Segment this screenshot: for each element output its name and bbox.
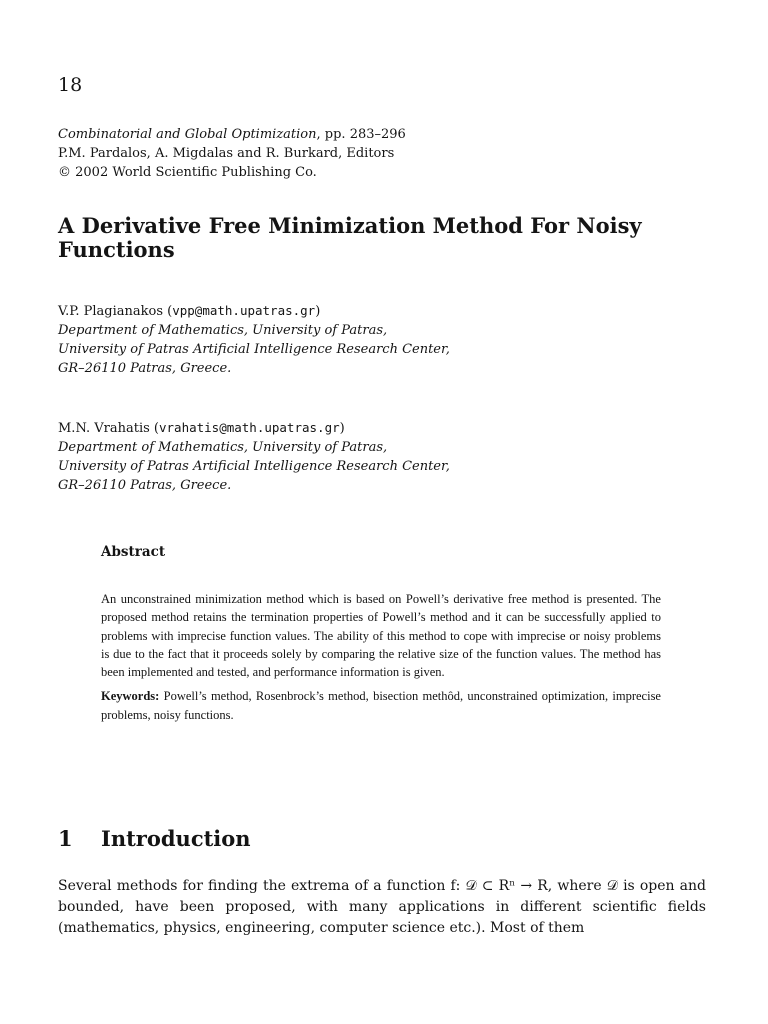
intro-paragraph: Several methods for finding the extrema of a function f: 𝒟 ⊂ Rⁿ → R, where 𝒟 is open and bounded, have been proposed, with many applications in different scientific fields (mathematics, physics, engineering, computer science etc.). Most of them [58, 878, 706, 936]
author-block-1 [58, 301, 450, 378]
author-name-close: ) [339, 421, 345, 436]
author-department: Department of Mathematics, University of Patras, [58, 323, 388, 338]
author-email: vrahatis@math.upatras.gr [159, 420, 340, 435]
author-department: Department of Mathematics, University of Patras, [58, 440, 388, 455]
author-center: University of Patras Artificial Intelligence Research Center, [58, 342, 450, 357]
author-name-line [58, 418, 450, 438]
author-address: GR–26110 Patras, Greece. [58, 361, 232, 376]
author-name: V.P. Plagianakos ( [58, 304, 173, 319]
author-address: GR–26110 Patras, Greece. [58, 478, 232, 493]
publication-line [58, 125, 406, 144]
section-title: Introduction [101, 826, 251, 851]
journal-name: Combinatorial and Global Optimization [58, 127, 317, 142]
author-name: M.N. Vrahatis ( [58, 421, 159, 436]
paper-title: A Derivative Free Minimization Method For Noisy Functions [58, 213, 642, 262]
keywords-line [101, 687, 661, 724]
page-range: , pp. 283–296 [316, 127, 406, 142]
editors-line: P.M. Pardalos, A. Migdalas and R. Burkard, Editors [58, 146, 395, 161]
abstract-heading: Abstract [101, 544, 166, 560]
author-block-2 [58, 418, 450, 495]
author-name-close: ) [315, 304, 321, 319]
publication-info [58, 125, 406, 182]
copyright-line: © 2002 World Scientific Publishing Co. [58, 165, 317, 180]
page-number: 18 [58, 74, 83, 96]
author-name-line [58, 301, 450, 321]
abstract-body [101, 590, 661, 724]
introduction-text [58, 876, 706, 939]
section-number: 1 [58, 826, 73, 851]
keywords-label: Keywords: [101, 689, 160, 704]
author-email: vpp@math.upatras.gr [172, 303, 316, 318]
abstract-text: An unconstrained minimization method which is based on Powell’s derivative free method is presented. The proposed method retains the termination properties of Powell’s method and it can be successfully applied to problems with imprecise function values. The ability of this method to cope with imprecise or noisy problems is due to the fact that it proceeds solely by comparing the relative size of the function values. The method has been implemented and tested, and performance information is given. [101, 592, 661, 680]
author-center: University of Patras Artificial Intelligence Research Center, [58, 459, 450, 474]
keywords-text: Powell’s method, Rosenbrock’s method, bisection methôd, unconstrained optimization, imprecise problems, noisy functions. [101, 689, 661, 722]
